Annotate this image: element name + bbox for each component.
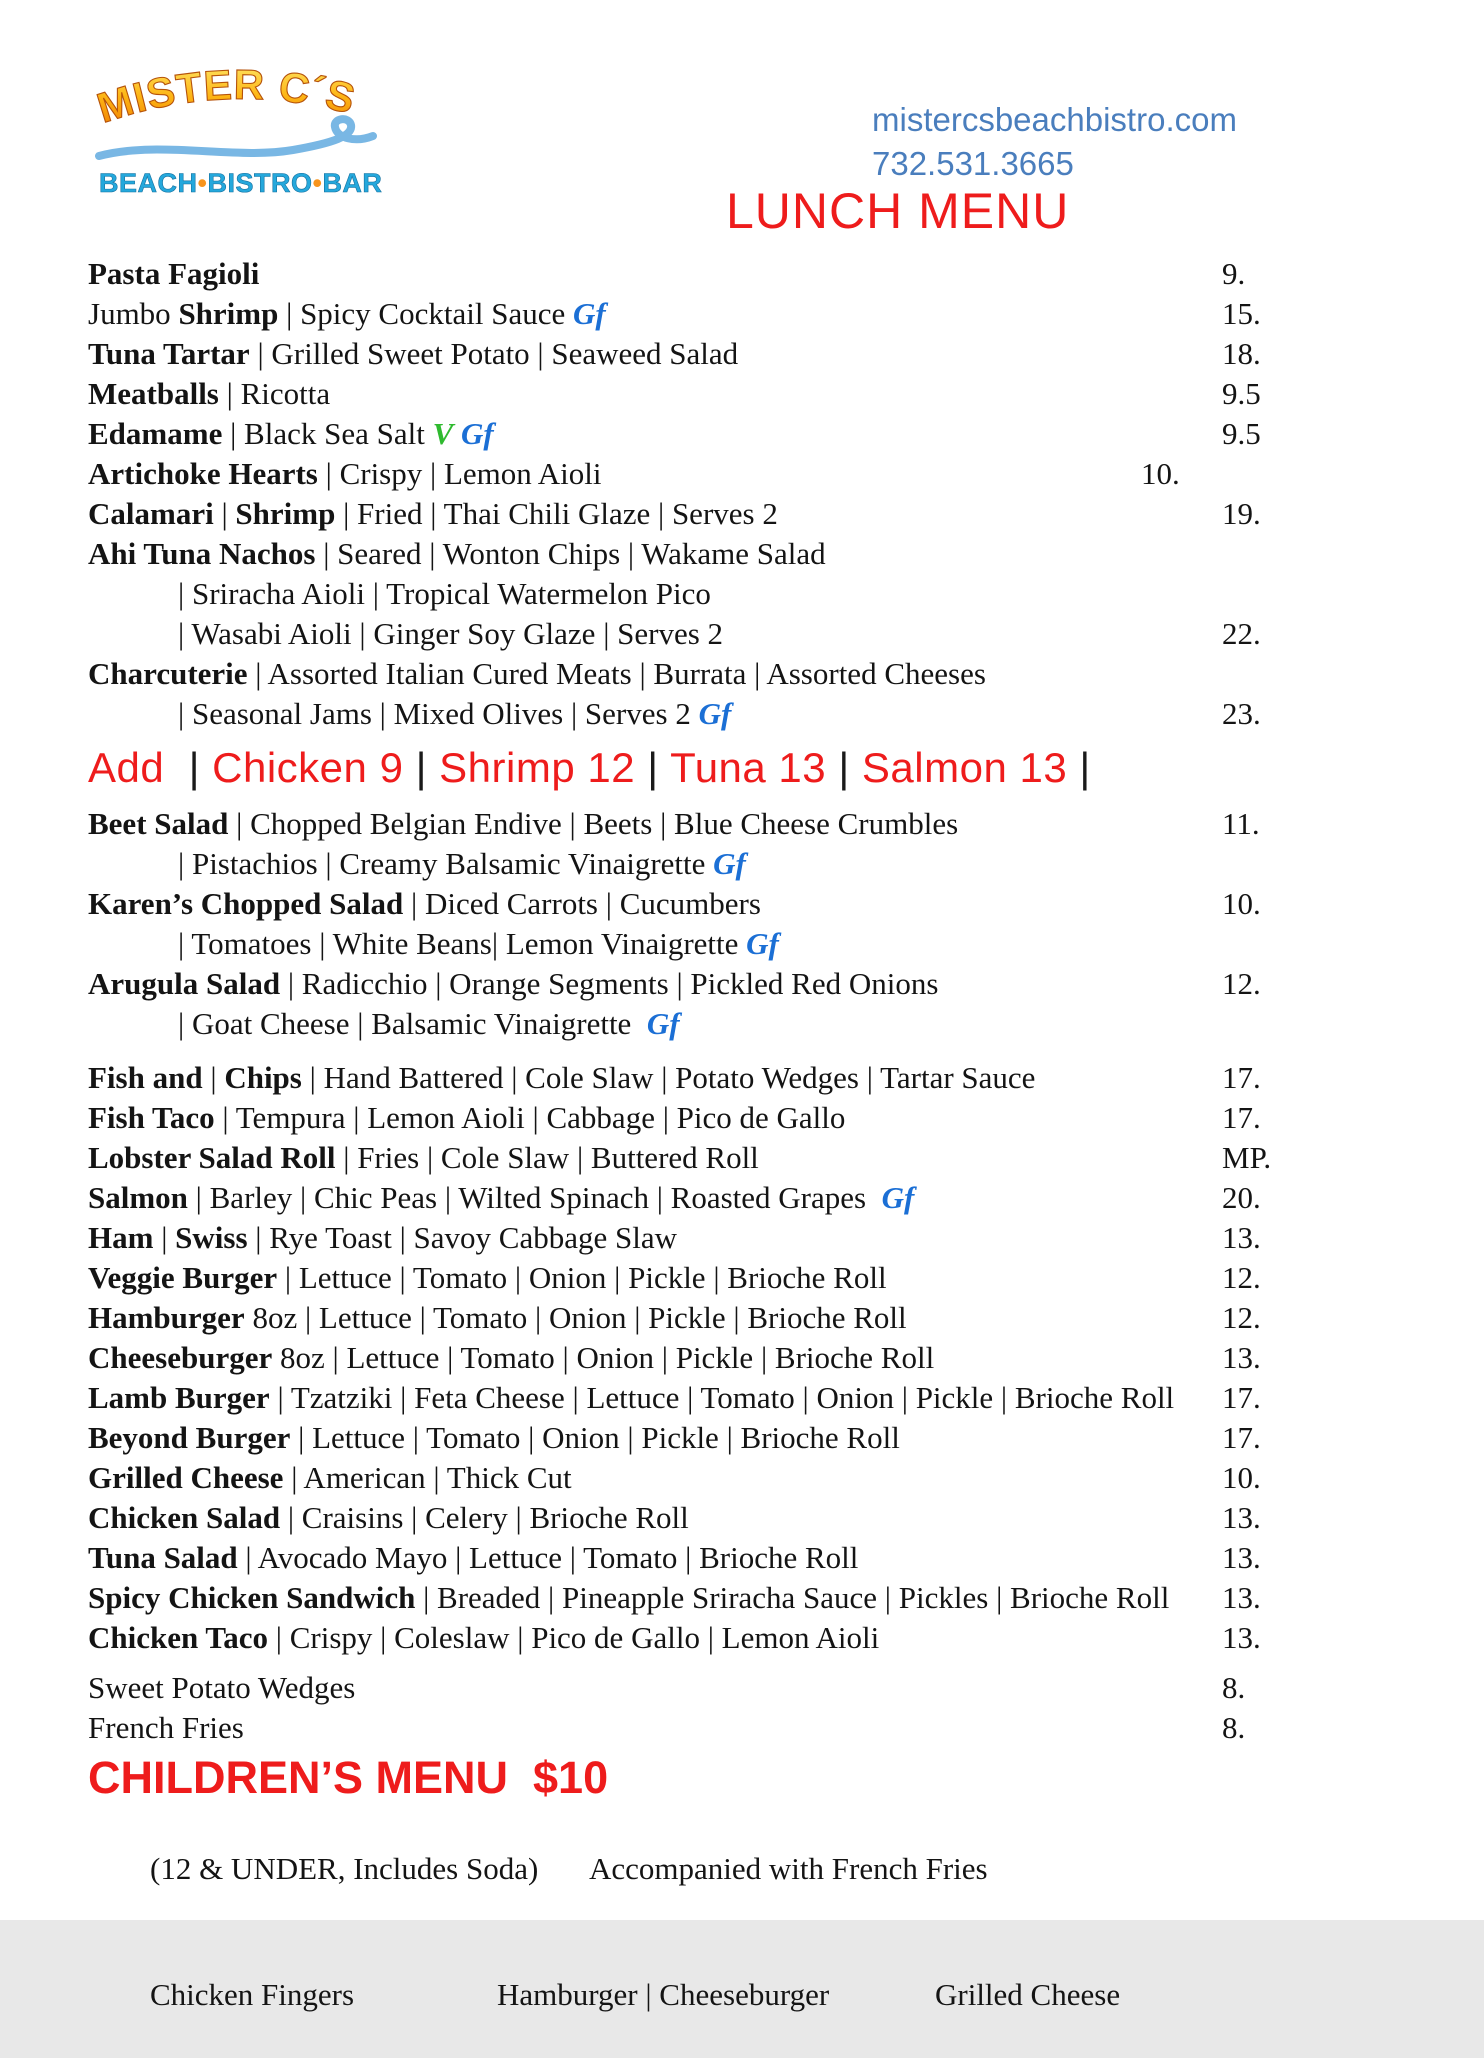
- menu-row: [0, 1458, 1484, 1498]
- page-title: LUNCH MENU: [726, 183, 1070, 239]
- price: 12.: [1222, 1260, 1261, 1295]
- price: 11.: [1222, 806, 1260, 841]
- menu-item-text: Pasta Fagioli: [88, 256, 260, 291]
- menu-row: [0, 1618, 1484, 1658]
- children-note-left: (12 & UNDER, Includes Soda): [150, 1851, 539, 1886]
- price: 13.: [1222, 1540, 1261, 1575]
- menu-row: [0, 454, 1484, 494]
- menu-item-text: Ahi Tuna Nachos | Seared | Wonton Chips | Wakame Salad: [88, 536, 826, 571]
- logo-title: MISTER C´S: [95, 60, 361, 132]
- price: 12.: [1222, 966, 1261, 1001]
- logo-tagline: BEACH•BISTRO•BAR: [99, 168, 383, 198]
- children-note-right: Accompanied with French Fries: [589, 1851, 988, 1886]
- menu-item-text: Veggie Burger | Lettuce | Tomato | Onion | Pickle | Brioche Roll: [88, 1260, 887, 1295]
- price: 19.: [1222, 496, 1261, 531]
- restaurant-logo: [95, 56, 395, 206]
- children-item: Grilled Cheese: [935, 1977, 1121, 2012]
- menu-row: [0, 374, 1484, 414]
- menu-row: [0, 1058, 1484, 1098]
- price: 9.: [1222, 256, 1246, 291]
- menu-flow: [0, 254, 1484, 2058]
- menu-item-text: Beet Salad | Chopped Belgian Endive | Beets | Blue Cheese Crumbles: [88, 806, 959, 841]
- menu-item-text: | Sriracha Aioli | Tropical Watermelon Pico: [178, 576, 711, 611]
- menu-row: [0, 1178, 1484, 1218]
- menu-row: [0, 574, 1484, 614]
- price: 8.: [1222, 1670, 1246, 1705]
- price: 17.: [1222, 1420, 1261, 1455]
- menu-row: [0, 1004, 1484, 1044]
- menu-row: [0, 1708, 1484, 1748]
- menu-item-text: Fish and | Chips | Hand Battered | Cole Slaw | Potato Wedges | Tartar Sauce: [88, 1060, 1036, 1095]
- price: 10.: [1141, 456, 1180, 491]
- menu-item-text: Tuna Tartar | Grilled Sweet Potato | Seaweed Salad: [88, 336, 739, 371]
- menu-row: [0, 884, 1484, 924]
- price: 17.: [1222, 1060, 1261, 1095]
- menu-item-text: Sweet Potato Wedges: [88, 1670, 356, 1705]
- menu-item-text: Edamame | Black Sea Salt V Gf: [88, 416, 494, 451]
- menu-row: [0, 614, 1484, 654]
- menu-row: [0, 804, 1484, 844]
- children-item: Chicken Fingers: [150, 1977, 355, 2012]
- price: 17.: [1222, 1100, 1261, 1135]
- menu-row: [0, 1138, 1484, 1178]
- menu-row: [0, 1418, 1484, 1458]
- price: 13.: [1222, 1500, 1261, 1535]
- menu-item-text: Cheeseburger 8oz | Lettuce | Tomato | Onion | Pickle | Brioche Roll: [88, 1340, 935, 1375]
- menu-item-text: Calamari | Shrimp | Fried | Thai Chili Glaze | Serves 2: [88, 496, 778, 531]
- price: MP.: [1222, 1140, 1272, 1175]
- menu-row: [0, 1578, 1484, 1618]
- phone-text: 732.531.3665: [872, 145, 1074, 182]
- menu-item-text: Chicken Taco | Crispy | Coleslaw | Pico de Gallo | Lemon Aioli: [88, 1620, 880, 1655]
- menu-item-text: Fish Taco | Tempura | Lemon Aioli | Cabbage | Pico de Gallo: [88, 1100, 846, 1135]
- menu-item-text: Salmon | Barley | Chic Peas | Wilted Spinach | Roasted Grapes Gf: [88, 1180, 915, 1215]
- price: 8.: [1222, 1710, 1246, 1745]
- price: 22.: [1222, 616, 1261, 651]
- menu-row: [0, 494, 1484, 534]
- menu-item-text: Artichoke Hearts | Crispy | Lemon Aioli: [88, 456, 602, 491]
- menu-row: [0, 654, 1484, 694]
- children-menu-heading: CHILDREN’S MENU $10: [88, 1752, 609, 1803]
- menu-row: [0, 1338, 1484, 1378]
- menu-item-text: Beyond Burger | Lettuce | Tomato | Onion | Pickle | Brioche Roll: [88, 1420, 900, 1455]
- menu-row: [0, 1378, 1484, 1418]
- menu-list: [0, 254, 1484, 1748]
- children-menu: [0, 1750, 1484, 2058]
- menu-row: [0, 924, 1484, 964]
- menu-row: [0, 1538, 1484, 1578]
- menu-item-text: | Seasonal Jams | Mixed Olives | Serves 2 Gf: [178, 696, 732, 731]
- menu-item-text: Tuna Salad | Avocado Mayo | Lettuce | Tomato | Brioche Roll: [88, 1540, 859, 1575]
- price: 15.: [1222, 296, 1261, 331]
- menu-item-text: Jumbo Shrimp | Spicy Cocktail Sauce Gf: [88, 296, 606, 331]
- price: 12.: [1222, 1300, 1261, 1335]
- menu-item-text: Chicken Salad | Craisins | Celery | Brioche Roll: [88, 1500, 689, 1535]
- price: 18.: [1222, 336, 1261, 371]
- price: 9.5: [1222, 416, 1261, 451]
- price: 13.: [1222, 1620, 1261, 1655]
- menu-row: [0, 964, 1484, 1004]
- price: 13.: [1222, 1340, 1261, 1375]
- logo-graphic: [95, 56, 395, 206]
- menu-row: [0, 1258, 1484, 1298]
- price: 10.: [1222, 886, 1261, 921]
- menu-item-text: | Pistachios | Creamy Balsamic Vinaigrette Gf: [178, 846, 746, 881]
- menu-row: [0, 334, 1484, 374]
- menu-row: [0, 1098, 1484, 1138]
- wave-icon: [99, 119, 373, 156]
- menu-item-text: Lamb Burger | Tzatziki | Feta Cheese | Lettuce | Tomato | Onion | Pickle | Brioche Roll: [88, 1380, 1175, 1415]
- menu-item-text: | Wasabi Aioli | Ginger Soy Glaze | Serves 2: [178, 616, 724, 651]
- menu-row: [0, 1498, 1484, 1538]
- price: 20.: [1222, 1180, 1261, 1215]
- tagline-dot-icon: •: [197, 168, 208, 198]
- price: 13.: [1222, 1220, 1261, 1255]
- menu-row: [0, 694, 1484, 734]
- children-menu-items: [0, 1932, 1484, 2058]
- tagline-dot-icon: •: [312, 168, 323, 198]
- menu-item-text: Meatballs | Ricotta: [88, 376, 331, 411]
- menu-row: [0, 534, 1484, 574]
- menu-item-text: | Goat Cheese | Balsamic Vinaigrette Gf: [178, 1006, 680, 1041]
- menu-item-text: Ham | Swiss | Rye Toast | Savoy Cabbage Slaw: [88, 1220, 677, 1255]
- add-protein-line: [0, 742, 1484, 794]
- menu-row: [0, 1668, 1484, 1708]
- contact-block: [872, 98, 1237, 186]
- menu-item-text: Arugula Salad | Radicchio | Orange Segments | Pickled Red Onions: [88, 966, 939, 1001]
- menu-item-text: French Fries: [88, 1710, 244, 1745]
- menu-row: [0, 1298, 1484, 1338]
- price: 17.: [1222, 1380, 1261, 1415]
- menu-row: [0, 254, 1484, 294]
- menu-item-text: Grilled Cheese | American | Thick Cut: [88, 1460, 572, 1495]
- price: 13.: [1222, 1580, 1261, 1615]
- menu-item-text: Lobster Salad Roll | Fries | Cole Slaw | Buttered Roll: [88, 1140, 759, 1175]
- menu-item-text: Charcuterie | Assorted Italian Cured Meats | Burrata | Assorted Cheeses: [88, 656, 986, 691]
- children-item: Hamburger | Cheeseburger: [497, 1977, 830, 2012]
- menu-row: [0, 844, 1484, 884]
- menu-item-text: Hamburger 8oz | Lettuce | Tomato | Onion | Pickle | Brioche Roll: [88, 1300, 907, 1335]
- menu-item-text: | Tomatoes | White Beans| Lemon Vinaigrette Gf: [178, 926, 779, 961]
- menu-item-text: Add | Chicken 9 | Shrimp 12 | Tuna 13 | Salmon 13 |: [88, 744, 1091, 791]
- website-text: mistercsbeachbistro.com: [872, 101, 1237, 138]
- menu-row: [0, 294, 1484, 334]
- menu-item-text: Spicy Chicken Sandwich | Breaded | Pineapple Sriracha Sauce | Pickles | Brioche Roll: [88, 1580, 1170, 1615]
- children-menu-note: [0, 1806, 1484, 1932]
- menu-item-text: Karen’s Chopped Salad | Diced Carrots | Cucumbers: [88, 886, 761, 921]
- menu-row: [0, 414, 1484, 454]
- svg-text:MISTER C´S: [95, 61, 360, 132]
- price: 23.: [1222, 696, 1261, 731]
- price: 9.5: [1222, 376, 1261, 411]
- price: 10.: [1222, 1460, 1261, 1495]
- menu-row: [0, 1218, 1484, 1258]
